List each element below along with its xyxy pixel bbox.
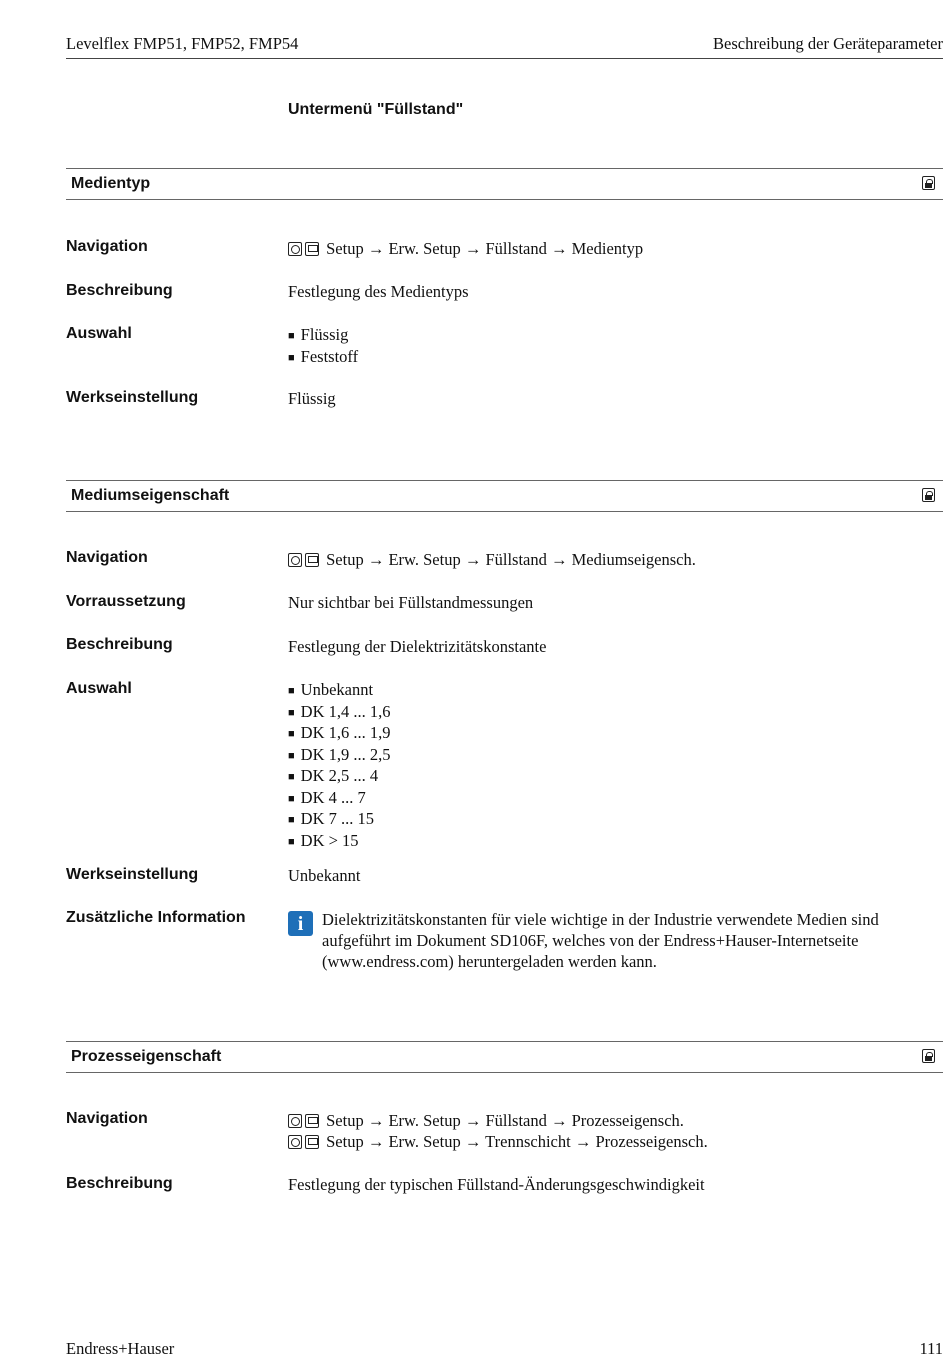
werkseinstellung-text: Unbekannt	[288, 866, 361, 885]
display-operation-icon	[288, 242, 302, 256]
label-zusatz: Zusätzliche Information	[66, 909, 246, 926]
list-item: ■ Flüssig	[288, 325, 358, 347]
navigation-text: Setup → Erw. Setup → Trennschicht → Prozesseigensch.	[326, 1132, 708, 1151]
list-item: ■ DK 4 ... 7	[288, 788, 391, 810]
operating-tool-icon	[305, 1114, 319, 1128]
navigation-text: Setup → Erw. Setup → Füllstand → Mediumseigensch.	[326, 550, 696, 569]
list-item: ■ Unbekannt	[288, 680, 391, 702]
label-vorraussetzung: Vorraussetzung	[66, 593, 186, 610]
info-icon: i	[288, 911, 313, 936]
label-werkseinstellung: Werkseinstellung	[66, 389, 199, 406]
label-auswahl: Auswahl	[66, 680, 132, 697]
lock-icon	[922, 1049, 935, 1063]
label-navigation: Navigation	[66, 549, 148, 566]
header-left: Levelflex FMP51, FMP52, FMP54	[66, 34, 299, 53]
section-prozesseigenschaft	[66, 1041, 943, 1073]
page-number: 111	[919, 1339, 943, 1358]
label-werkseinstellung: Werkseinstellung	[66, 866, 199, 883]
label-beschreibung: Beschreibung	[66, 282, 173, 299]
header-rule	[66, 58, 943, 59]
operating-tool-icon	[305, 242, 319, 256]
header-right: Beschreibung der Geräteparameter	[713, 34, 943, 53]
auswahl-list	[288, 680, 391, 852]
section-title: Medientyp	[71, 175, 151, 192]
zusatz-text: Dielektrizitätskonstanten für viele wichtige in der Industrie verwendete Medien sind aufgeführt im Dokument SD106F, welches von der Endress+Hauser-Internetseite (www.endress.com) heruntergeladen werden kann.	[322, 910, 879, 971]
display-operation-icon	[288, 1135, 302, 1149]
display-operation-icon	[288, 1114, 302, 1128]
list-item: ■ DK 1,6 ... 1,9	[288, 723, 391, 745]
navigation-text: Setup → Erw. Setup → Füllstand → Medientyp	[326, 239, 644, 258]
footer-left: Endress+Hauser	[66, 1339, 175, 1358]
beschreibung-text: Festlegung der Dielektrizitätskonstante	[288, 637, 547, 656]
label-auswahl: Auswahl	[66, 325, 132, 342]
navigation-text: Setup → Erw. Setup → Füllstand → Prozesseigensch.	[326, 1111, 684, 1130]
navigation-path	[288, 1132, 708, 1153]
navigation-path	[288, 550, 696, 571]
label-beschreibung: Beschreibung	[66, 1175, 173, 1192]
list-item: ■ DK 2,5 ... 4	[288, 766, 391, 788]
lock-icon	[922, 488, 935, 502]
lock-icon	[922, 176, 935, 190]
display-operation-icon	[288, 553, 302, 567]
werkseinstellung-text: Flüssig	[288, 389, 336, 408]
operating-tool-icon	[305, 1135, 319, 1149]
label-navigation: Navigation	[66, 238, 148, 255]
section-title: Mediumseigenschaft	[71, 487, 230, 504]
list-item: ■ DK 1,9 ... 2,5	[288, 745, 391, 767]
navigation-path	[288, 1111, 684, 1132]
label-navigation: Navigation	[66, 1110, 148, 1127]
section-mediumseigenschaft	[66, 480, 943, 512]
beschreibung-text: Festlegung des Medientyps	[288, 282, 469, 301]
list-item: ■ DK 1,4 ... 1,6	[288, 702, 391, 724]
beschreibung-text: Festlegung der typischen Füllstand-Änderungsgeschwindigkeit	[288, 1175, 705, 1194]
section-title: Prozesseigenschaft	[71, 1048, 222, 1065]
label-beschreibung: Beschreibung	[66, 636, 173, 653]
list-item: ■ Feststoff	[288, 347, 358, 369]
list-item: ■ DK 7 ... 15	[288, 809, 391, 831]
navigation-path	[288, 239, 643, 260]
submenu-title: Untermenü "Füllstand"	[288, 101, 464, 118]
auswahl-list	[288, 325, 358, 368]
section-medientyp	[66, 168, 943, 200]
vorraussetzung-text: Nur sichtbar bei Füllstandmessungen	[288, 593, 534, 612]
operating-tool-icon	[305, 553, 319, 567]
list-item: ■ DK > 15	[288, 831, 391, 853]
